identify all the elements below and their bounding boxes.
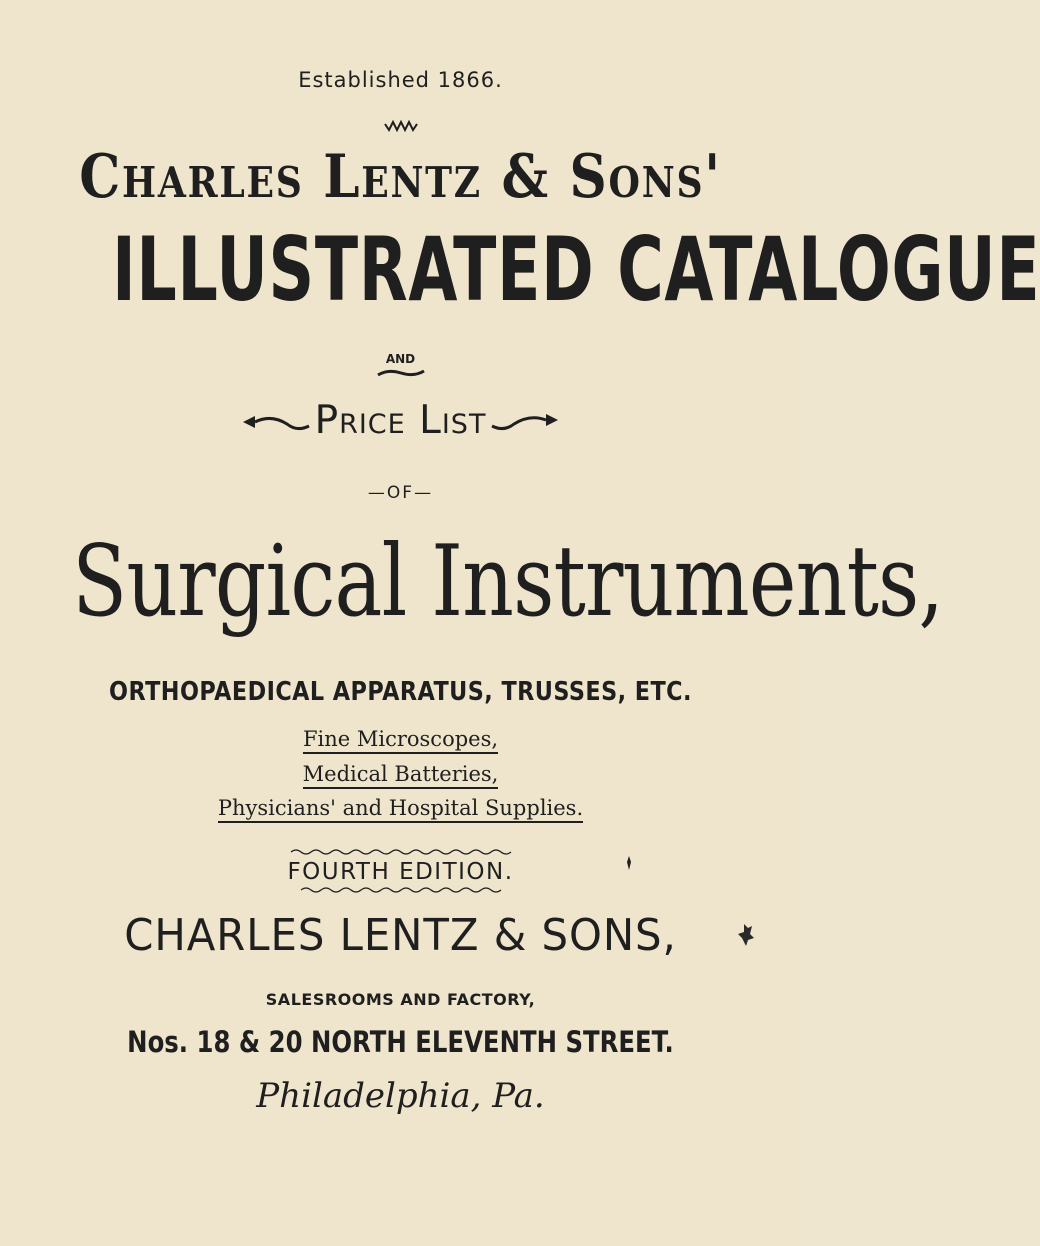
wavy-rule-bottom xyxy=(0,886,801,896)
wavy-rule-top xyxy=(0,848,801,858)
of-word: —OF— xyxy=(367,483,434,503)
supply-item: Physicians' and Hospital Supplies. xyxy=(0,796,801,823)
ink-speck-icon xyxy=(624,856,634,870)
address-line: Nos. 18 & 20 NORTH ELEVENTH STREET. xyxy=(127,1025,674,1059)
left-flourish-icon xyxy=(241,406,311,436)
supply-item: Fine Microscopes, xyxy=(0,727,801,754)
and-word: AND xyxy=(385,352,416,366)
supply-item: Medical Batteries, xyxy=(0,762,801,789)
squiggle-ornament-icon xyxy=(0,118,801,138)
ink-blot-icon xyxy=(738,924,754,946)
firm-title: Charles Lentz & Sons' xyxy=(79,142,722,212)
right-flourish-icon xyxy=(490,406,560,436)
established-line: Established 1866. xyxy=(298,68,503,92)
city-line: Philadelphia, Pa. xyxy=(256,1076,545,1116)
subject-title: Surgical Instruments, xyxy=(72,525,944,639)
imprint-firm: CHARLES LENTZ & SONS, xyxy=(124,910,677,961)
orthopaedical-line: ORTHOPAEDICAL APPARATUS, TRUSSES, ETC. xyxy=(109,677,692,707)
salesrooms-line: SALESROOMS AND FACTORY, xyxy=(265,990,536,1009)
price-list-heading xyxy=(0,398,801,448)
catalogue-title: ILLUSTRATED CATALOGUE xyxy=(112,218,1040,321)
and-swash-icon xyxy=(0,369,801,379)
price-list-text: Price List xyxy=(314,398,487,443)
edition-label: FOURTH EDITION. xyxy=(287,859,514,885)
